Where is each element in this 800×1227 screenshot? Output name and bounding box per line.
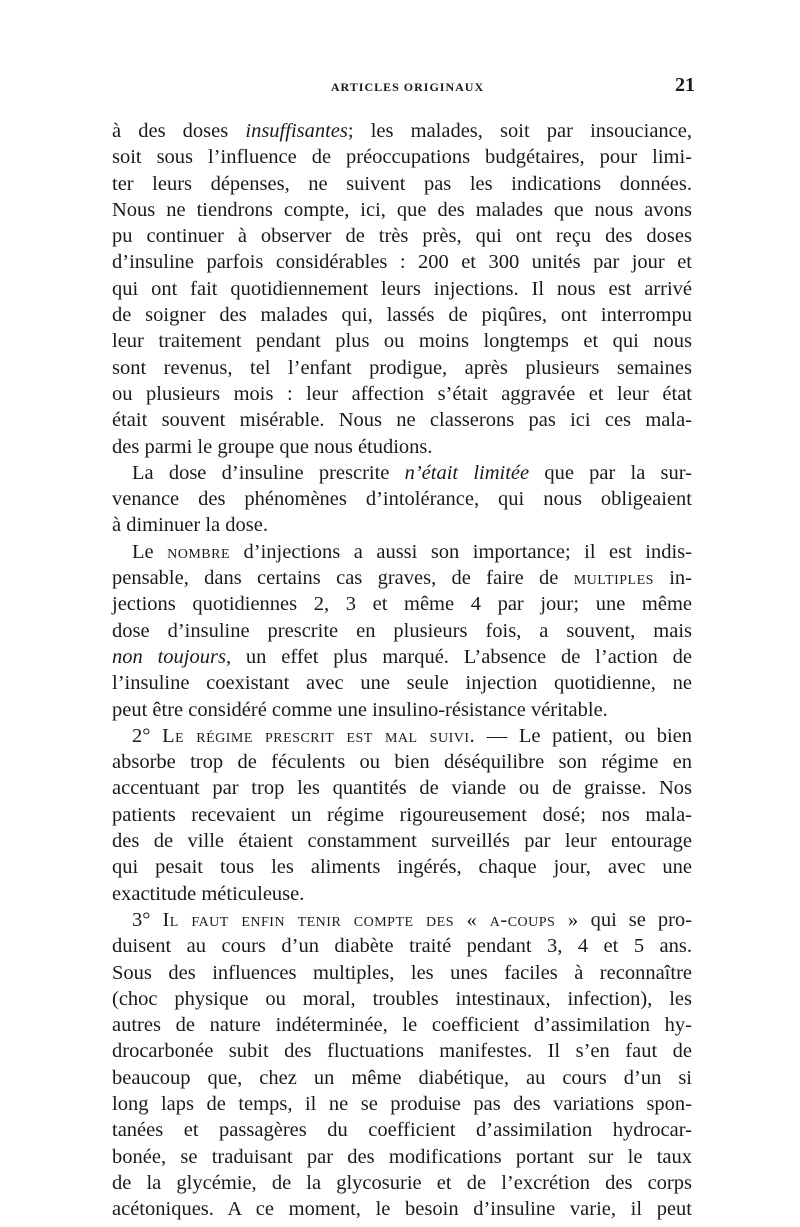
text-line: qui ont fait quotidiennement leurs injections. Il nous est arrivé (112, 277, 692, 300)
text-line: acétoniques. A ce moment, le besoin d’insuline varie, il peut (112, 1198, 692, 1221)
text-line: drocarbonée subit des fluctuations manifestes. Il s’en faut de (112, 1040, 692, 1063)
emphasis: n’était limitée (404, 461, 530, 484)
text-line: des de ville étaient constamment surveillés par leur entourage (112, 830, 692, 853)
text-line: non toujours, un effet plus marqué. L’absence de l’action de (112, 645, 692, 668)
text-line: à des doses insuffisantes; les malades, soit par insouciance, (112, 120, 692, 142)
text-line: venance des phénomènes d’intolérance, qui nous obligeaient (112, 488, 692, 511)
text-line: autres de nature indéterminée, le coefficient d’assimilation hy- (112, 1014, 692, 1037)
running-head (120, 74, 695, 104)
text-line: Le nombre d’injections a aussi son importance; il est indis- (132, 540, 692, 563)
text-line: beaucoup que, chez un même diabétique, au cours d’un si (112, 1066, 692, 1089)
text-line: de la glycémie, de la glycosurie et de l’excrétion des corps (112, 1171, 692, 1194)
text-line: jections quotidiennes 2, 3 et même 4 par jour; une même (112, 593, 692, 616)
text-line: l’insuline coexistant avec une seule injection quotidienne, ne (112, 672, 692, 695)
small-caps-emphasis: nombre (167, 540, 231, 563)
text-line: pensable, dans certains cas graves, de faire de multiples in- (112, 567, 692, 590)
text-line: patients recevaient un régime rigoureusement dosé; nos mala- (112, 803, 692, 826)
text-line: pu continuer à observer de très près, qui ont reçu des doses (112, 225, 692, 248)
text-line: accentuant par trop les quantités de viande ou de graisse. Nos (112, 777, 692, 800)
text-line: à diminuer la dose. (112, 514, 268, 537)
text-line: était souvent misérable. Nous ne classerons pas ici ces mala- (112, 409, 692, 432)
small-caps-emphasis: multiples (573, 567, 654, 590)
text-line: sont revenus, tel l’enfant prodigue, après plusieurs semaines (112, 356, 692, 379)
text-line: soit sous l’influence de préoccupations budgétaires, pour limi- (112, 146, 692, 169)
text-line: ter leurs dépenses, ne suivent pas les indications données. (112, 172, 692, 195)
body-text (112, 118, 692, 1222)
text-line: long laps de temps, il ne se produise pas des variations spon- (112, 1092, 692, 1115)
text-line: (choc physique ou moral, troubles intestinaux, infection), les (112, 987, 692, 1010)
emphasis: insuffisantes (245, 120, 348, 142)
text-line: ou plusieurs mois : leur affection s’était aggravée et leur état (112, 382, 692, 405)
text-line: 2° Le régime prescrit est mal suivi. — Le patient, ou bien (132, 724, 692, 747)
text-line: tanées et passagères du coefficient d’assimilation hydrocar- (112, 1119, 692, 1142)
text-line: des parmi le groupe que nous étudions. (112, 435, 433, 458)
text-line: Nous ne tiendrons compte, ici, que des malades que nous avons (112, 198, 692, 221)
running-title: ARTICLES ORIGINAUX (330, 80, 485, 94)
text-line: leur traitement pendant plus ou moins longtemps et qui nous (112, 330, 692, 353)
section-heading: Le régime prescrit est mal suivi. (162, 724, 476, 747)
text-line: d’insuline parfois considérables : 200 et 300 unités par jour et (112, 251, 692, 274)
text-line: exactitude méticuleuse. (112, 882, 305, 905)
section-heading: Il faut enfin tenir compte des « a-coups » (162, 908, 579, 931)
text-line: La dose d’insuline prescrite n’était limitée que par la sur- (132, 461, 693, 484)
text-line: Sous des influences multiples, les unes faciles à reconnaître (112, 961, 692, 984)
text-line: 3° Il faut enfin tenir compte des « a-coups » qui se pro- (132, 908, 692, 931)
text-line: absorbe trop de féculents ou bien déséquilibre son régime en (112, 751, 692, 774)
text-line: dose d’insuline prescrite en plusieurs fois, a souvent, mais (112, 619, 692, 642)
page-number: 21 (675, 74, 695, 96)
text-line: duisent au cours d’un diabète traité pendant 3, 4 et 5 ans. (112, 935, 692, 958)
text-line: de soigner des malades qui, lassés de piqûres, ont interrompu (112, 304, 692, 327)
text-line: qui pesait tous les aliments ingérés, chaque jour, avec une (112, 856, 692, 879)
text-line: peut être considéré comme une insulino-résistance véritable. (112, 698, 608, 721)
text-line: bonée, se traduisant par des modifications portant sur le taux (112, 1145, 692, 1168)
emphasis: non toujours (112, 645, 226, 668)
